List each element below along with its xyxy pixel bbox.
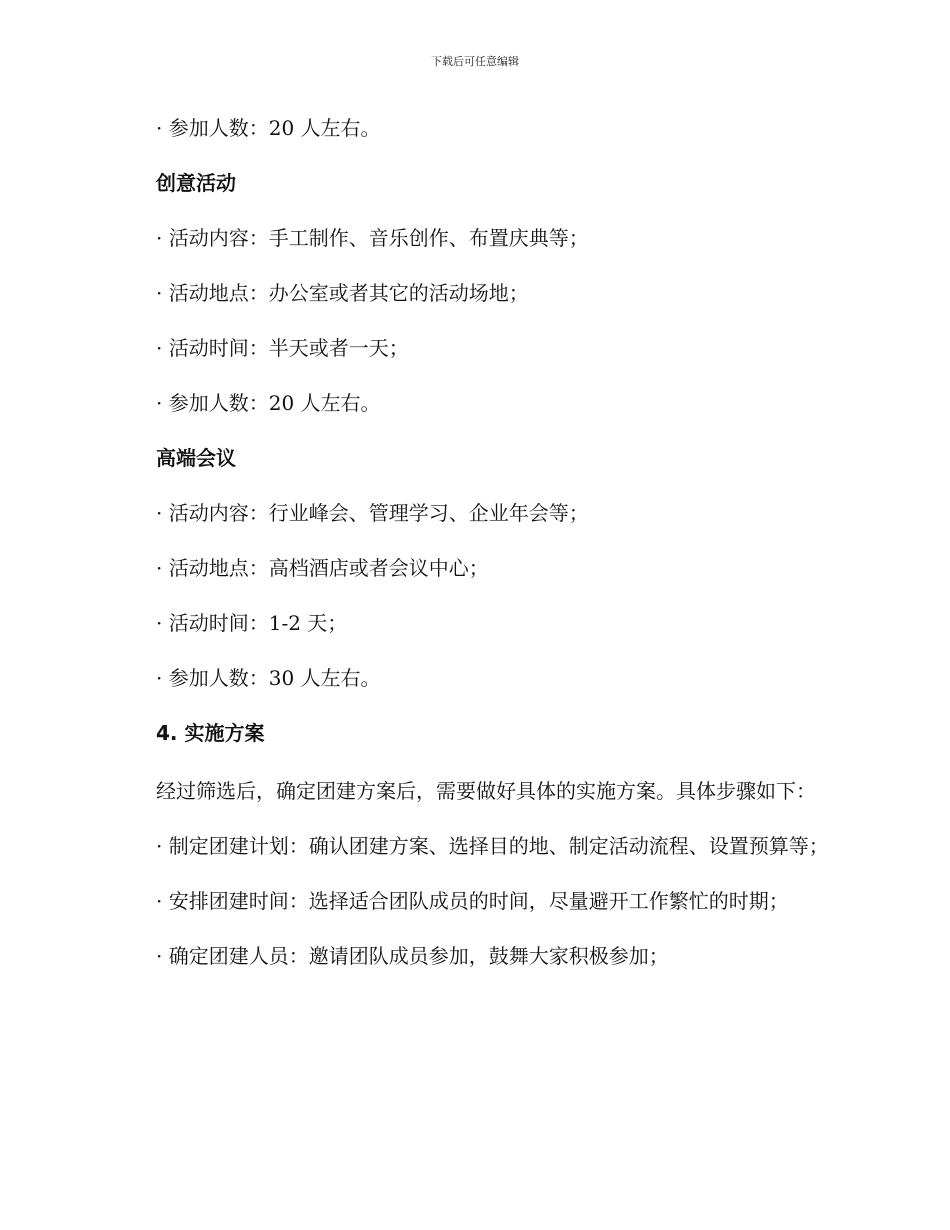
bullet-participants-2: · 参加人数：20 人左右。: [156, 391, 381, 415]
bullet-activity-location-1: · 活动地点：办公室或者其它的活动场地；: [156, 281, 529, 305]
paragraph-schedule: · 安排团建时间：选择适合团队成员的时间，尽量避开工作繁忙的时期；: [156, 889, 789, 913]
bullet-participants-3: · 参加人数：30 人左右。: [156, 666, 381, 690]
page-header: 下载后可任意编辑: [431, 55, 519, 68]
section-heading-conference: 高端会议: [156, 446, 236, 470]
document-body: [112, 110, 832, 990]
paragraph-intro: 经过筛选后，确定团建方案后，需要做好具体的实施方案。具体步骤如下：: [156, 779, 816, 803]
bullet-activity-content-2: · 活动内容：行业峰会、管理学习、企业年会等；: [156, 501, 589, 525]
bullet-activity-content-1: · 活动内容：手工制作、音乐创作、布置庆典等；: [156, 226, 589, 250]
section-heading-creative: 创意活动: [156, 171, 236, 195]
bullet-activity-location-2: · 活动地点：高档酒店或者会议中心；: [156, 556, 489, 580]
paragraph-plan: · 制定团建计划：确认团建方案、选择目的地、制定活动流程、设置预算等；: [156, 834, 829, 858]
paragraph-members: · 确定团建人员：邀请团队成员参加，鼓舞大家积极参加；: [156, 944, 669, 968]
bullet-activity-time-1: · 活动时间：半天或者一天；: [156, 336, 409, 360]
section-heading-implementation: 4. 实施方案: [156, 721, 265, 745]
bullet-activity-time-2: · 活动时间：1-2 天；: [156, 611, 348, 635]
bullet-participants-1: · 参加人数：20 人左右。: [156, 116, 381, 140]
